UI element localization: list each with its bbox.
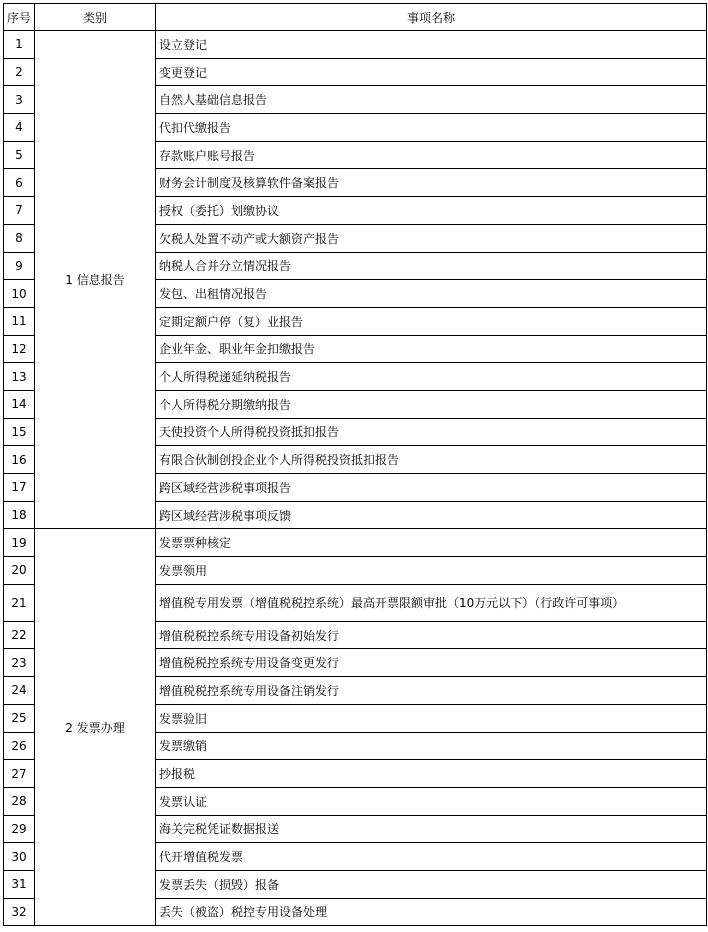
item-name: 增值税税控系统专用设备注销发行 bbox=[156, 677, 707, 705]
row-number: 14 bbox=[4, 390, 35, 418]
item-name: 个人所得税递延纳税报告 bbox=[156, 363, 707, 391]
row-number: 8 bbox=[4, 224, 35, 252]
item-name: 发票领用 bbox=[156, 557, 707, 585]
item-name: 跨区域经营涉税事项反馈 bbox=[156, 501, 707, 529]
row-number: 10 bbox=[4, 280, 35, 308]
tax-matters-table bbox=[3, 3, 707, 926]
table-header-row bbox=[4, 4, 707, 31]
row-number: 13 bbox=[4, 363, 35, 391]
category-cell: 1 信息报告 bbox=[35, 31, 156, 529]
row-number: 19 bbox=[4, 529, 35, 557]
row-number: 16 bbox=[4, 446, 35, 474]
row-number: 22 bbox=[4, 621, 35, 649]
row-number: 9 bbox=[4, 252, 35, 280]
item-name: 抄报税 bbox=[156, 760, 707, 788]
header-category: 类别 bbox=[35, 4, 156, 31]
row-number: 7 bbox=[4, 197, 35, 225]
row-number: 6 bbox=[4, 169, 35, 197]
item-name: 定期定额户停（复）业报告 bbox=[156, 307, 707, 335]
item-name: 丢失（被盗）税控专用设备处理 bbox=[156, 898, 707, 926]
row-number: 30 bbox=[4, 843, 35, 871]
row-number: 21 bbox=[4, 584, 35, 621]
item-name: 自然人基础信息报告 bbox=[156, 86, 707, 114]
item-name: 设立登记 bbox=[156, 31, 707, 59]
item-name: 发票缴销 bbox=[156, 732, 707, 760]
item-name: 代开增值税发票 bbox=[156, 843, 707, 871]
item-name: 代扣代缴报告 bbox=[156, 114, 707, 142]
item-name: 发票票种核定 bbox=[156, 529, 707, 557]
item-name: 增值税专用发票（增值税税控系统）最高开票限额审批（10万元以下）（行政许可事项） bbox=[156, 584, 707, 621]
item-name: 发票丢失（损毁）报备 bbox=[156, 870, 707, 898]
row-number: 11 bbox=[4, 307, 35, 335]
row-number: 31 bbox=[4, 870, 35, 898]
row-number: 2 bbox=[4, 58, 35, 86]
row-number: 28 bbox=[4, 787, 35, 815]
item-name: 发包、出租情况报告 bbox=[156, 280, 707, 308]
header-no: 序号 bbox=[4, 4, 35, 31]
item-name: 财务会计制度及核算软件备案报告 bbox=[156, 169, 707, 197]
item-name: 发票认证 bbox=[156, 787, 707, 815]
row-number: 3 bbox=[4, 86, 35, 114]
item-name: 存款账户账号报告 bbox=[156, 141, 707, 169]
item-name: 授权（委托）划缴协议 bbox=[156, 197, 707, 225]
item-name: 变更登记 bbox=[156, 58, 707, 86]
row-number: 23 bbox=[4, 649, 35, 677]
row-number: 26 bbox=[4, 732, 35, 760]
row-number: 15 bbox=[4, 418, 35, 446]
table-row bbox=[4, 529, 707, 557]
item-name: 企业年金、职业年金扣缴报告 bbox=[156, 335, 707, 363]
row-number: 24 bbox=[4, 677, 35, 705]
item-name: 欠税人处置不动产或大额资产报告 bbox=[156, 224, 707, 252]
item-name: 发票验旧 bbox=[156, 704, 707, 732]
header-item: 事项名称 bbox=[156, 4, 707, 31]
table-row bbox=[4, 31, 707, 59]
row-number: 4 bbox=[4, 114, 35, 142]
row-number: 27 bbox=[4, 760, 35, 788]
row-number: 5 bbox=[4, 141, 35, 169]
row-number: 25 bbox=[4, 704, 35, 732]
table-body bbox=[4, 31, 707, 926]
item-name: 增值税税控系统专用设备初始发行 bbox=[156, 621, 707, 649]
row-number: 1 bbox=[4, 31, 35, 59]
item-name: 个人所得税分期缴纳报告 bbox=[156, 390, 707, 418]
row-number: 18 bbox=[4, 501, 35, 529]
row-number: 29 bbox=[4, 815, 35, 843]
item-name: 跨区域经营涉税事项报告 bbox=[156, 474, 707, 502]
row-number: 32 bbox=[4, 898, 35, 926]
item-name: 海关完税凭证数据报送 bbox=[156, 815, 707, 843]
item-name: 纳税人合并分立情况报告 bbox=[156, 252, 707, 280]
item-name: 有限合伙制创投企业个人所得税投资抵扣报告 bbox=[156, 446, 707, 474]
row-number: 17 bbox=[4, 474, 35, 502]
category-cell: 2 发票办理 bbox=[35, 529, 156, 926]
row-number: 12 bbox=[4, 335, 35, 363]
item-name: 增值税税控系统专用设备变更发行 bbox=[156, 649, 707, 677]
item-name: 天使投资个人所得税投资抵扣报告 bbox=[156, 418, 707, 446]
row-number: 20 bbox=[4, 557, 35, 585]
